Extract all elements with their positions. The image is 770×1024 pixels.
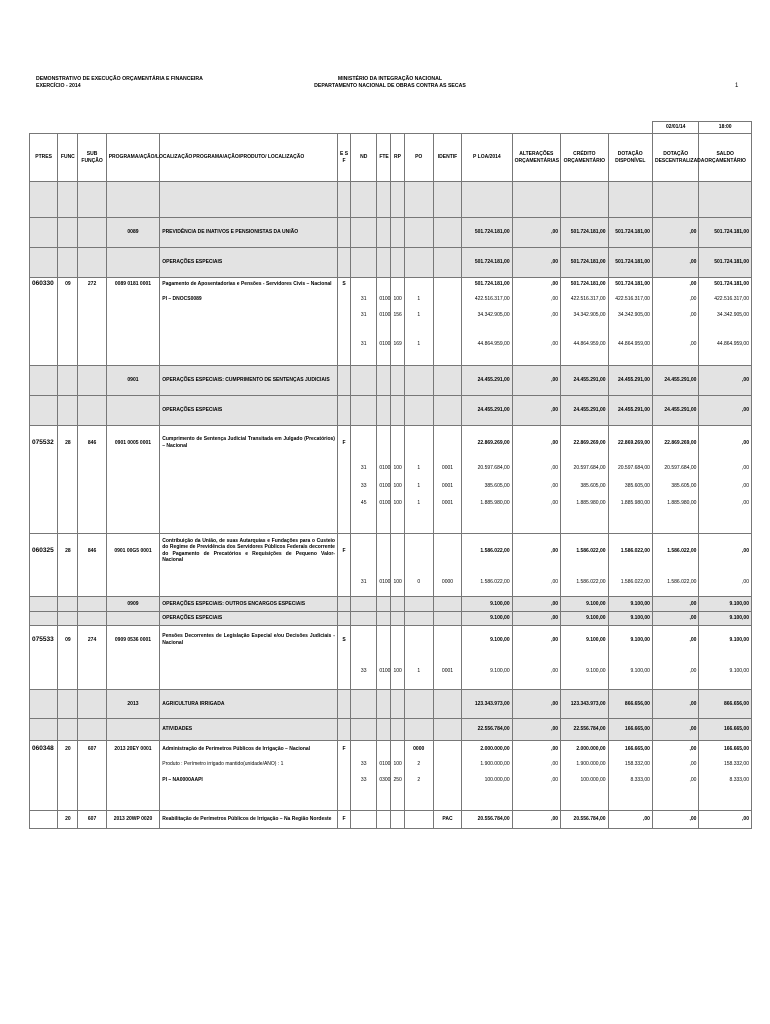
fte-value: 0300 bbox=[377, 773, 391, 811]
action-code: 0901 00G5 0001 bbox=[106, 534, 160, 568]
dotacao-value: 501.724.181,00 bbox=[608, 248, 652, 278]
fte-value: 0100 bbox=[377, 308, 391, 324]
table-row bbox=[30, 597, 752, 612]
table-row bbox=[30, 460, 752, 478]
dotacao-desc-value: 1.586.022,00 bbox=[652, 534, 698, 568]
col-dotacao-descentralizada: DOTAÇÃO DESCENTRALIZADA bbox=[652, 134, 698, 182]
credito-value: 501.724.181,00 bbox=[561, 248, 608, 278]
alteracoes-value: ,00 bbox=[512, 496, 560, 534]
table-row bbox=[30, 690, 752, 719]
table-row bbox=[30, 324, 752, 366]
saldo-value: ,00 bbox=[699, 460, 752, 478]
ptres-code: 060330 bbox=[30, 278, 58, 291]
ploa-value: 22.556.784,00 bbox=[462, 719, 512, 741]
alteracoes-value: ,00 bbox=[512, 478, 560, 496]
dotacao-value: 422.516.317,00 bbox=[608, 291, 652, 308]
col-nd: ND bbox=[351, 134, 377, 182]
esfera-code: F bbox=[337, 534, 350, 568]
dotacao-desc-value: ,00 bbox=[652, 719, 698, 741]
alteracoes-value: ,00 bbox=[512, 719, 560, 741]
ploa-value: 1.900.000,00 bbox=[462, 757, 512, 773]
dotacao-value: 166.665,00 bbox=[608, 741, 652, 757]
alteracoes-value: ,00 bbox=[512, 690, 560, 719]
alteracoes-value: ,00 bbox=[512, 741, 560, 757]
ministry-name: MINISTÉRIO DA INTEGRAÇÃO NACIONAL bbox=[337, 76, 443, 82]
credito-value: 20.597.684,00 bbox=[561, 460, 608, 478]
po-value: 1 bbox=[404, 460, 433, 478]
dotacao-desc-value: 24.455.291,00 bbox=[652, 366, 698, 396]
alteracoes-value: ,00 bbox=[512, 568, 560, 597]
rp-value: 156 bbox=[391, 308, 404, 324]
dotacao-value: 34.342.905,00 bbox=[608, 308, 652, 324]
fte-value: 0100 bbox=[377, 460, 391, 478]
category-name: OPERAÇÕES ESPECIAIS bbox=[160, 612, 338, 626]
action-code: 2013 20WP 0020 bbox=[106, 811, 160, 829]
identif-value: 0001 bbox=[433, 654, 461, 690]
table-row bbox=[30, 278, 752, 291]
fte-value: 0100 bbox=[377, 654, 391, 690]
action-code: 0089 0181 0001 bbox=[106, 278, 160, 291]
saldo-value: ,00 bbox=[699, 426, 752, 460]
credito-value: 34.342.905,00 bbox=[561, 308, 608, 324]
alteracoes-value: ,00 bbox=[512, 612, 560, 626]
dotacao-desc-value: ,00 bbox=[652, 324, 698, 366]
dotacao-value: 9.100,00 bbox=[608, 654, 652, 690]
saldo-value: 166.665,00 bbox=[699, 741, 752, 757]
dotacao-desc-value: ,00 bbox=[652, 278, 698, 291]
table-row bbox=[30, 654, 752, 690]
alteracoes-value: ,00 bbox=[512, 626, 560, 654]
ploa-value: 501.724.181,00 bbox=[462, 218, 512, 248]
po-value: 1 bbox=[404, 478, 433, 496]
ptres-code: 075533 bbox=[30, 626, 58, 654]
saldo-value: ,00 bbox=[699, 496, 752, 534]
ploa-value: 1.586.022,00 bbox=[462, 568, 512, 597]
nd-value: 31 bbox=[351, 324, 377, 366]
saldo-value: 9.100,00 bbox=[699, 626, 752, 654]
saldo-value: ,00 bbox=[699, 811, 752, 829]
saldo-value: 501.724.181,00 bbox=[699, 278, 752, 291]
func-code: 09 bbox=[58, 626, 78, 654]
ptres-code: 060348 bbox=[30, 741, 58, 757]
program-code: 0909 bbox=[106, 597, 160, 612]
credito-value: 22.869.269,00 bbox=[561, 426, 608, 460]
budget-table bbox=[29, 121, 752, 829]
nd-value: 45 bbox=[351, 496, 377, 534]
ploa-value: 22.869.269,00 bbox=[462, 426, 512, 460]
alteracoes-value: ,00 bbox=[512, 218, 560, 248]
col-subfuncao: SUB FUNÇÃO bbox=[78, 134, 106, 182]
col-identif: IDENTIF bbox=[433, 134, 461, 182]
table-row bbox=[30, 426, 752, 460]
func-code: 28 bbox=[58, 534, 78, 568]
action-name: Contribuição da União, de suas Autarquias e Fundações para o Custeio do Regime de Previdência dos Servidores Públicos Federais decorrente do Pagamento de Precatórios e Requisições de Pequeno Valor- Nacional bbox=[160, 534, 338, 568]
program-name: AGRICULTURA IRRIGADA bbox=[160, 690, 338, 719]
rp-value: 100 bbox=[391, 654, 404, 690]
subfuncao-code: 274 bbox=[78, 626, 106, 654]
subfuncao-code: 607 bbox=[78, 811, 106, 829]
rp-value: 100 bbox=[391, 568, 404, 597]
esfera-code: F bbox=[337, 741, 350, 757]
table-row bbox=[30, 248, 752, 278]
col-po: PO bbox=[404, 134, 433, 182]
saldo-value: 501.724.181,00 bbox=[699, 248, 752, 278]
alteracoes-value: ,00 bbox=[512, 426, 560, 460]
dotacao-desc-value: ,00 bbox=[652, 291, 698, 308]
ploa-value: 2.000.000,00 bbox=[462, 741, 512, 757]
column-header-row bbox=[30, 134, 752, 182]
rp-value: 250 bbox=[391, 773, 404, 811]
saldo-value: 9.100,00 bbox=[699, 612, 752, 626]
alteracoes-value: ,00 bbox=[512, 396, 560, 426]
identif-value: PAC bbox=[433, 811, 461, 829]
saldo-value: 158.332,00 bbox=[699, 757, 752, 773]
dotacao-value: ,00 bbox=[608, 811, 652, 829]
dotacao-desc-value: ,00 bbox=[652, 741, 698, 757]
program-name: OPERAÇÕES ESPECIAIS: CUMPRIMENTO DE SENTENÇAS JUDICIAIS bbox=[160, 366, 338, 396]
subfuncao-code: 272 bbox=[78, 278, 106, 291]
date-row bbox=[30, 122, 752, 134]
rp-value: 100 bbox=[391, 478, 404, 496]
table-row bbox=[30, 308, 752, 324]
col-descricao: PROGRAMA/AÇÃO/PRODUTO/ LOCALIZAÇÃO bbox=[160, 134, 338, 182]
dotacao-value: 501.724.181,00 bbox=[608, 218, 652, 248]
credito-value: 1.586.022,00 bbox=[561, 568, 608, 597]
dotacao-desc-value: ,00 bbox=[652, 654, 698, 690]
ploa-value: 123.343.973,00 bbox=[462, 690, 512, 719]
ploa-value: 9.100,00 bbox=[462, 612, 512, 626]
nd-value: 33 bbox=[351, 478, 377, 496]
nd-value: 31 bbox=[351, 291, 377, 308]
dotacao-desc-value: ,00 bbox=[652, 218, 698, 248]
po-value: 1 bbox=[404, 308, 433, 324]
credito-value: 501.724.181,00 bbox=[561, 218, 608, 248]
fte-value: 0100 bbox=[377, 496, 391, 534]
saldo-value: ,00 bbox=[699, 568, 752, 597]
table-row bbox=[30, 719, 752, 741]
col-credito: CRÉDITO ORÇAMENTÁRIO bbox=[561, 134, 608, 182]
action-code: 2013 20EY 0001 bbox=[106, 741, 160, 757]
credito-value: 1.885.980,00 bbox=[561, 496, 608, 534]
nd-value: 33 bbox=[351, 757, 377, 773]
col-dotacao: DOTAÇÃO DISPONÍVEL bbox=[608, 134, 652, 182]
credito-value: 385.605,00 bbox=[561, 478, 608, 496]
saldo-value: 866.656,00 bbox=[699, 690, 752, 719]
saldo-value: 9.100,00 bbox=[699, 597, 752, 612]
po-value: 1 bbox=[404, 324, 433, 366]
category-name: OPERAÇÕES ESPECIAIS bbox=[160, 396, 338, 426]
dotacao-value: 158.332,00 bbox=[608, 757, 652, 773]
dotacao-desc-value: ,00 bbox=[652, 248, 698, 278]
table-row bbox=[30, 291, 752, 308]
rp-value: 100 bbox=[391, 496, 404, 534]
ploa-value: 20.556.784,00 bbox=[462, 811, 512, 829]
report-time: 18:00 bbox=[699, 122, 752, 134]
alteracoes-value: ,00 bbox=[512, 534, 560, 568]
dotacao-desc-value: 385.605,00 bbox=[652, 478, 698, 496]
alteracoes-value: ,00 bbox=[512, 460, 560, 478]
rp-value: 100 bbox=[391, 460, 404, 478]
po-value: 1 bbox=[404, 654, 433, 690]
identif-value: 0001 bbox=[433, 496, 461, 534]
ploa-value: 100.000,00 bbox=[462, 773, 512, 811]
credito-value: 1.900.000,00 bbox=[561, 757, 608, 773]
saldo-value: ,00 bbox=[699, 534, 752, 568]
nd-value: 33 bbox=[351, 773, 377, 811]
category-name: OPERAÇÕES ESPECIAIS bbox=[160, 248, 338, 278]
dotacao-desc-value: 1.586.022,00 bbox=[652, 568, 698, 597]
ploa-value: 1.586.022,00 bbox=[462, 534, 512, 568]
action-name: Pensões Decorrentes de Legislação Especial e/ou Decisões Judiciais -Nacional bbox=[160, 626, 338, 654]
action-name: Cumprimento de Sentença Judicial Transitada em Julgado (Precatórios) – Nacional bbox=[160, 426, 338, 460]
dotacao-value: 1.586.022,00 bbox=[608, 568, 652, 597]
ploa-value: 24.455.291,00 bbox=[462, 366, 512, 396]
ploa-value: 34.342.905,00 bbox=[462, 308, 512, 324]
po-value: 1 bbox=[404, 496, 433, 534]
po-value: 1 bbox=[404, 291, 433, 308]
action-name: Reabilitação de Perímetros Públicos de Irrigação – Na Região Nordeste bbox=[160, 811, 338, 829]
dotacao-value: 9.100,00 bbox=[608, 626, 652, 654]
identif-value: 0001 bbox=[433, 460, 461, 478]
esfera-code: F bbox=[337, 811, 350, 829]
po-value: 2 bbox=[404, 757, 433, 773]
ploa-value: 501.724.181,00 bbox=[462, 278, 512, 291]
credito-value: 100.000,00 bbox=[561, 773, 608, 811]
credito-value: 9.100,00 bbox=[561, 654, 608, 690]
ploa-value: 44.864.959,00 bbox=[462, 324, 512, 366]
action-code: 0901 0005 0001 bbox=[106, 426, 160, 460]
alteracoes-value: ,00 bbox=[512, 248, 560, 278]
dotacao-value: 1.586.022,00 bbox=[608, 534, 652, 568]
dotacao-desc-value: 24.455.291,00 bbox=[652, 396, 698, 426]
credito-value: 422.516.317,00 bbox=[561, 291, 608, 308]
subfuncao-code: 607 bbox=[78, 741, 106, 757]
credito-value: 9.100,00 bbox=[561, 612, 608, 626]
fte-value: 0100 bbox=[377, 324, 391, 366]
col-fte: FTE bbox=[377, 134, 391, 182]
fte-value: 0100 bbox=[377, 291, 391, 308]
func-code: 20 bbox=[58, 741, 78, 757]
dotacao-desc-value: ,00 bbox=[652, 773, 698, 811]
func-code: 20 bbox=[58, 811, 78, 829]
credito-value: 9.100,00 bbox=[561, 597, 608, 612]
dotacao-value: 22.869.269,00 bbox=[608, 426, 652, 460]
blank-header-row bbox=[30, 182, 752, 218]
credito-value: 9.100,00 bbox=[561, 626, 608, 654]
table-row bbox=[30, 568, 752, 597]
col-func: FUNC bbox=[58, 134, 78, 182]
table-row bbox=[30, 741, 752, 757]
saldo-value: 501.724.181,00 bbox=[699, 218, 752, 248]
program-name: PREVIDÊNCIA DE INATIVOS E PENSIONISTAS DA UNIÃO bbox=[160, 218, 338, 248]
nd-value: 33 bbox=[351, 654, 377, 690]
table-row bbox=[30, 773, 752, 811]
alteracoes-value: ,00 bbox=[512, 366, 560, 396]
saldo-value: 9.100,00 bbox=[699, 654, 752, 690]
report-year: EXERCÍCIO - 2014 bbox=[36, 83, 81, 89]
saldo-value: ,00 bbox=[699, 478, 752, 496]
table-row bbox=[30, 396, 752, 426]
ptres-code: 060325 bbox=[30, 534, 58, 568]
program-name: OPERAÇÕES ESPECIAIS: OUTROS ENCARGOS ESPECIAIS bbox=[160, 597, 338, 612]
ploa-value: 501.724.181,00 bbox=[462, 248, 512, 278]
organization-block bbox=[300, 76, 480, 90]
identif-value: 0000 bbox=[433, 568, 461, 597]
dotacao-value: 866.656,00 bbox=[608, 690, 652, 719]
alteracoes-value: ,00 bbox=[512, 757, 560, 773]
program-code: 0901 bbox=[106, 366, 160, 396]
report-date: 02/01/14 bbox=[652, 122, 698, 134]
col-rp: RP bbox=[391, 134, 404, 182]
ptres-code: 075532 bbox=[30, 426, 58, 460]
action-code: 0909 0536 0001 bbox=[106, 626, 160, 654]
saldo-value: 8.333,00 bbox=[699, 773, 752, 811]
table-row bbox=[30, 534, 752, 568]
category-name: ATIVIDADES bbox=[160, 719, 338, 741]
alteracoes-value: ,00 bbox=[512, 654, 560, 690]
ploa-value: 422.516.317,00 bbox=[462, 291, 512, 308]
ploa-value: 1.885.980,00 bbox=[462, 496, 512, 534]
table-row bbox=[30, 496, 752, 534]
dotacao-value: 44.864.959,00 bbox=[608, 324, 652, 366]
dotacao-value: 24.455.291,00 bbox=[608, 396, 652, 426]
dotacao-desc-value: ,00 bbox=[652, 597, 698, 612]
alteracoes-value: ,00 bbox=[512, 291, 560, 308]
col-esfera: E S F bbox=[337, 134, 350, 182]
dotacao-desc-value: ,00 bbox=[652, 612, 698, 626]
nd-value: 31 bbox=[351, 308, 377, 324]
action-name: Pagamento de Aposentadorias e Pensões - Servidores Civis – Nacional bbox=[160, 278, 338, 291]
nd-value: 31 bbox=[351, 568, 377, 597]
table-row bbox=[30, 811, 752, 829]
dotacao-value: 166.665,00 bbox=[608, 719, 652, 741]
pi-code: PI – DNOCS0089 bbox=[160, 291, 338, 308]
col-saldo: SALDO ORÇAMENTÁRIO bbox=[699, 134, 752, 182]
alteracoes-value: ,00 bbox=[512, 324, 560, 366]
alteracoes-value: ,00 bbox=[512, 597, 560, 612]
saldo-value: 422.516.317,00 bbox=[699, 291, 752, 308]
ploa-value: 20.597.684,00 bbox=[462, 460, 512, 478]
alteracoes-value: ,00 bbox=[512, 308, 560, 324]
func-code: 09 bbox=[58, 278, 78, 291]
col-ptres: PTRES bbox=[30, 134, 58, 182]
subfuncao-code: 846 bbox=[78, 534, 106, 568]
alteracoes-value: ,00 bbox=[512, 811, 560, 829]
ploa-value: 385.605,00 bbox=[462, 478, 512, 496]
table-row bbox=[30, 626, 752, 654]
table-row bbox=[30, 218, 752, 248]
rp-value: 100 bbox=[391, 291, 404, 308]
dotacao-desc-value: ,00 bbox=[652, 308, 698, 324]
dotacao-desc-value: 1.885.980,00 bbox=[652, 496, 698, 534]
credito-value: 123.343.973,00 bbox=[561, 690, 608, 719]
esfera-code: S bbox=[337, 626, 350, 654]
esfera-code: F bbox=[337, 426, 350, 460]
dotacao-value: 8.333,00 bbox=[608, 773, 652, 811]
col-programa: PROGRAMA/AÇÃO/LOCALIZAÇÃO bbox=[106, 134, 160, 182]
po-value: 0000 bbox=[404, 741, 433, 757]
nd-value: 31 bbox=[351, 460, 377, 478]
table-row bbox=[30, 478, 752, 496]
table-row bbox=[30, 366, 752, 396]
ploa-value: 24.455.291,00 bbox=[462, 396, 512, 426]
pi-code: PI – NA0000AAPI bbox=[160, 773, 338, 811]
col-ploa: P LOA/2014 bbox=[462, 134, 512, 182]
dotacao-value: 385.605,00 bbox=[608, 478, 652, 496]
func-code: 28 bbox=[58, 426, 78, 460]
dotacao-desc-value: 22.869.269,00 bbox=[652, 426, 698, 460]
ploa-value: 9.100,00 bbox=[462, 626, 512, 654]
credito-value: 1.586.022,00 bbox=[561, 534, 608, 568]
saldo-value: ,00 bbox=[699, 396, 752, 426]
saldo-value: ,00 bbox=[699, 366, 752, 396]
credito-value: 24.455.291,00 bbox=[561, 396, 608, 426]
credito-value: 20.556.784,00 bbox=[561, 811, 608, 829]
department-name: DEPARTAMENTO NACIONAL DE OBRAS CONTRA AS SECAS bbox=[314, 83, 466, 89]
credito-value: 44.864.959,00 bbox=[561, 324, 608, 366]
alteracoes-value: ,00 bbox=[512, 278, 560, 291]
action-name: Administração de Perímetros Públicos de Irrigação – Nacional bbox=[160, 741, 338, 757]
col-alteracoes: ALTERAÇÕES ORÇAMENTÁRIAS bbox=[512, 134, 560, 182]
dotacao-value: 9.100,00 bbox=[608, 612, 652, 626]
subfuncao-code: 846 bbox=[78, 426, 106, 460]
page-number: 1 bbox=[735, 83, 739, 89]
dotacao-value: 501.724.181,00 bbox=[608, 278, 652, 291]
dotacao-value: 1.885.980,00 bbox=[608, 496, 652, 534]
dotacao-desc-value: 20.597.684,00 bbox=[652, 460, 698, 478]
ploa-value: 9.100,00 bbox=[462, 654, 512, 690]
dotacao-desc-value: ,00 bbox=[652, 690, 698, 719]
dotacao-desc-value: ,00 bbox=[652, 757, 698, 773]
po-value: 2 bbox=[404, 773, 433, 811]
credito-value: 501.724.181,00 bbox=[561, 278, 608, 291]
credito-value: 22.556.784,00 bbox=[561, 719, 608, 741]
dotacao-value: 24.455.291,00 bbox=[608, 366, 652, 396]
alteracoes-value: ,00 bbox=[512, 773, 560, 811]
saldo-value: 34.342.905,00 bbox=[699, 308, 752, 324]
program-code: 2013 bbox=[106, 690, 160, 719]
rp-value: 169 bbox=[391, 324, 404, 366]
po-value: 0 bbox=[404, 568, 433, 597]
credito-value: 2.000.000,00 bbox=[561, 741, 608, 757]
credito-value: 24.455.291,00 bbox=[561, 366, 608, 396]
report-title: DEMONSTRATIVO DE EXECUÇÃO ORÇAMENTÁRIA E FINANCEIRA bbox=[36, 76, 203, 82]
fte-value: 0100 bbox=[377, 757, 391, 773]
ploa-value: 9.100,00 bbox=[462, 597, 512, 612]
fte-value: 0100 bbox=[377, 478, 391, 496]
saldo-value: 44.864.959,00 bbox=[699, 324, 752, 366]
dotacao-value: 20.597.684,00 bbox=[608, 460, 652, 478]
table-row bbox=[30, 757, 752, 773]
dotacao-desc-value: ,00 bbox=[652, 626, 698, 654]
esfera-code: S bbox=[337, 278, 350, 291]
product-description: Produto : Perímetro irrigado mantido(unidade/ANO) : 1 bbox=[160, 757, 338, 773]
identif-value: 0001 bbox=[433, 478, 461, 496]
table-row bbox=[30, 612, 752, 626]
saldo-value: 166.665,00 bbox=[699, 719, 752, 741]
rp-value: 100 bbox=[391, 757, 404, 773]
report-title-block bbox=[36, 76, 203, 90]
fte-value: 0100 bbox=[377, 568, 391, 597]
dotacao-value: 9.100,00 bbox=[608, 597, 652, 612]
dotacao-desc-value: ,00 bbox=[652, 811, 698, 829]
program-code: 0089 bbox=[106, 218, 160, 248]
